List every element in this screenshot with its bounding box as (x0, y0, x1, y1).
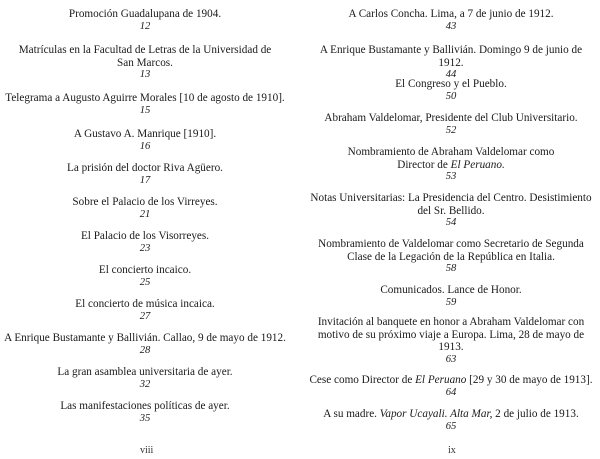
toc-entry (307, 316, 595, 366)
toc-entry (3, 298, 287, 323)
entry-title: A Enrique Bustamante y Ballivián. Domingo 9 de junio de 1912. (319, 44, 583, 69)
entry-title-italic: El Peruano (415, 374, 467, 386)
entry-title: La prisión del doctor Riva Agüero. (67, 162, 223, 174)
toc-entry (307, 238, 595, 276)
entry-title: Sobre el Palacio de los Virreyes. (72, 196, 218, 208)
entry-title: A Carlos Concha. Lima, a 7 de junio de 1912. (348, 8, 554, 20)
entry-page-number: 64 (445, 386, 457, 398)
toc-entry (307, 8, 595, 33)
entry-title: El Congreso y el Pueblo. (395, 78, 507, 90)
toc-entry (3, 162, 287, 187)
entry-page-number: 32 (139, 378, 151, 390)
entry-title (307, 374, 595, 387)
toc-entry (3, 92, 287, 117)
entry-title (307, 408, 595, 421)
entry-title: Invitación al banquete en honor a Abraham Valdelomar con motivo de su próximo viaje a Europa. Lima, 28 de mayo de 1913. (317, 316, 585, 354)
right-page (307, 6, 595, 446)
toc-entry (3, 264, 287, 289)
entry-page-number: 50 (445, 90, 457, 102)
entry-title: Promoción Guadalupana de 1904. (68, 8, 222, 20)
entry-page-number: 16 (139, 140, 151, 152)
entry-title: Nombramiento de Valdelomar como Secretario de Segunda Clase de la Legación de la República en Italia. (318, 238, 584, 263)
entry-title: Notas Universitarias: La Presidencia del Centro. Desistimiento del Sr. Bellido. (310, 192, 592, 217)
toc-entry (307, 112, 595, 137)
entry-page-number: 43 (445, 20, 457, 32)
toc-entry (307, 78, 595, 103)
entry-title: Las manifestaciones políticas de ayer. (60, 400, 230, 412)
toc-entry (307, 192, 595, 230)
entry-page-number: 58 (445, 263, 457, 275)
entry-page-number: 21 (139, 208, 151, 220)
entry-title: El concierto incaico. (98, 264, 192, 276)
entry-title: El Palacio de los Visorreyes. (80, 230, 210, 242)
toc-entry (3, 128, 287, 153)
entry-title (329, 146, 573, 171)
toc-entry (307, 44, 595, 82)
entry-page-number: 15 (139, 104, 151, 116)
entry-title-text: 2 de julio de 1913. (492, 408, 579, 420)
toc-entry (3, 332, 287, 357)
entry-page-number: 13 (139, 69, 151, 81)
entry-page-number: 27 (139, 310, 151, 322)
entry-title: Telegrama a Augusto Aguirre Morales [10 de agosto de 1910]. (5, 92, 285, 104)
toc-entry (307, 374, 595, 399)
entry-title: Abraham Valdelomar, Presidente del Club Universitario. (324, 112, 578, 124)
entry-page-number: 59 (445, 296, 457, 308)
entry-title-italic: El Peruano. (450, 158, 505, 171)
toc-entry (3, 8, 287, 33)
entry-page-number: 63 (445, 353, 457, 365)
entry-title: A Gustavo A. Manrique [1910]. (73, 128, 217, 140)
right-page-folio: ix (448, 445, 456, 456)
entry-page-number: 17 (139, 174, 151, 186)
toc-entry (3, 196, 287, 221)
toc-entry (3, 44, 287, 82)
entry-page-number: 54 (445, 217, 457, 229)
entry-page-number: 28 (139, 344, 151, 356)
toc-entry (307, 146, 595, 184)
entry-title: Comunicados. Lance de Honor. (380, 284, 522, 296)
entry-page-number: 44 (445, 69, 457, 81)
entry-page-number: 23 (139, 242, 151, 254)
toc-entry (3, 366, 287, 391)
entry-page-number: 52 (445, 124, 457, 136)
entry-title: El concierto de música incaica. (75, 298, 215, 310)
entry-page-number: 35 (139, 412, 151, 424)
entry-title-text: Cese como Director de (309, 374, 416, 386)
toc-entry (3, 400, 287, 425)
entry-title-italic: Vapor Ucayali. Alta Mar, (379, 408, 493, 420)
entry-page-number: 25 (139, 276, 151, 288)
entry-page-number: 53 (445, 171, 457, 183)
toc-entry (307, 284, 595, 309)
toc-entry (3, 230, 287, 255)
entry-title: Matrículas en la Facultad de Letras de la Universidad de San Marcos. (18, 44, 272, 69)
entry-page-number: 12 (139, 20, 151, 32)
toc-entry (307, 408, 595, 433)
left-page (3, 6, 287, 446)
entry-title: La gran asamblea universitaria de ayer. (57, 366, 233, 378)
entry-title-text: A su madre. (323, 408, 380, 420)
entry-page-number: 65 (445, 420, 457, 432)
entry-title-text: Nombramiento de Abraham Valdelomar como Director de (347, 146, 555, 171)
entry-title: A Enrique Bustamante y Ballivián. Callao, 9 de mayo de 1912. (4, 332, 286, 344)
left-page-folio: viii (140, 445, 154, 456)
entry-title-text: [29 y 30 de mayo de 1913]. (466, 374, 593, 386)
